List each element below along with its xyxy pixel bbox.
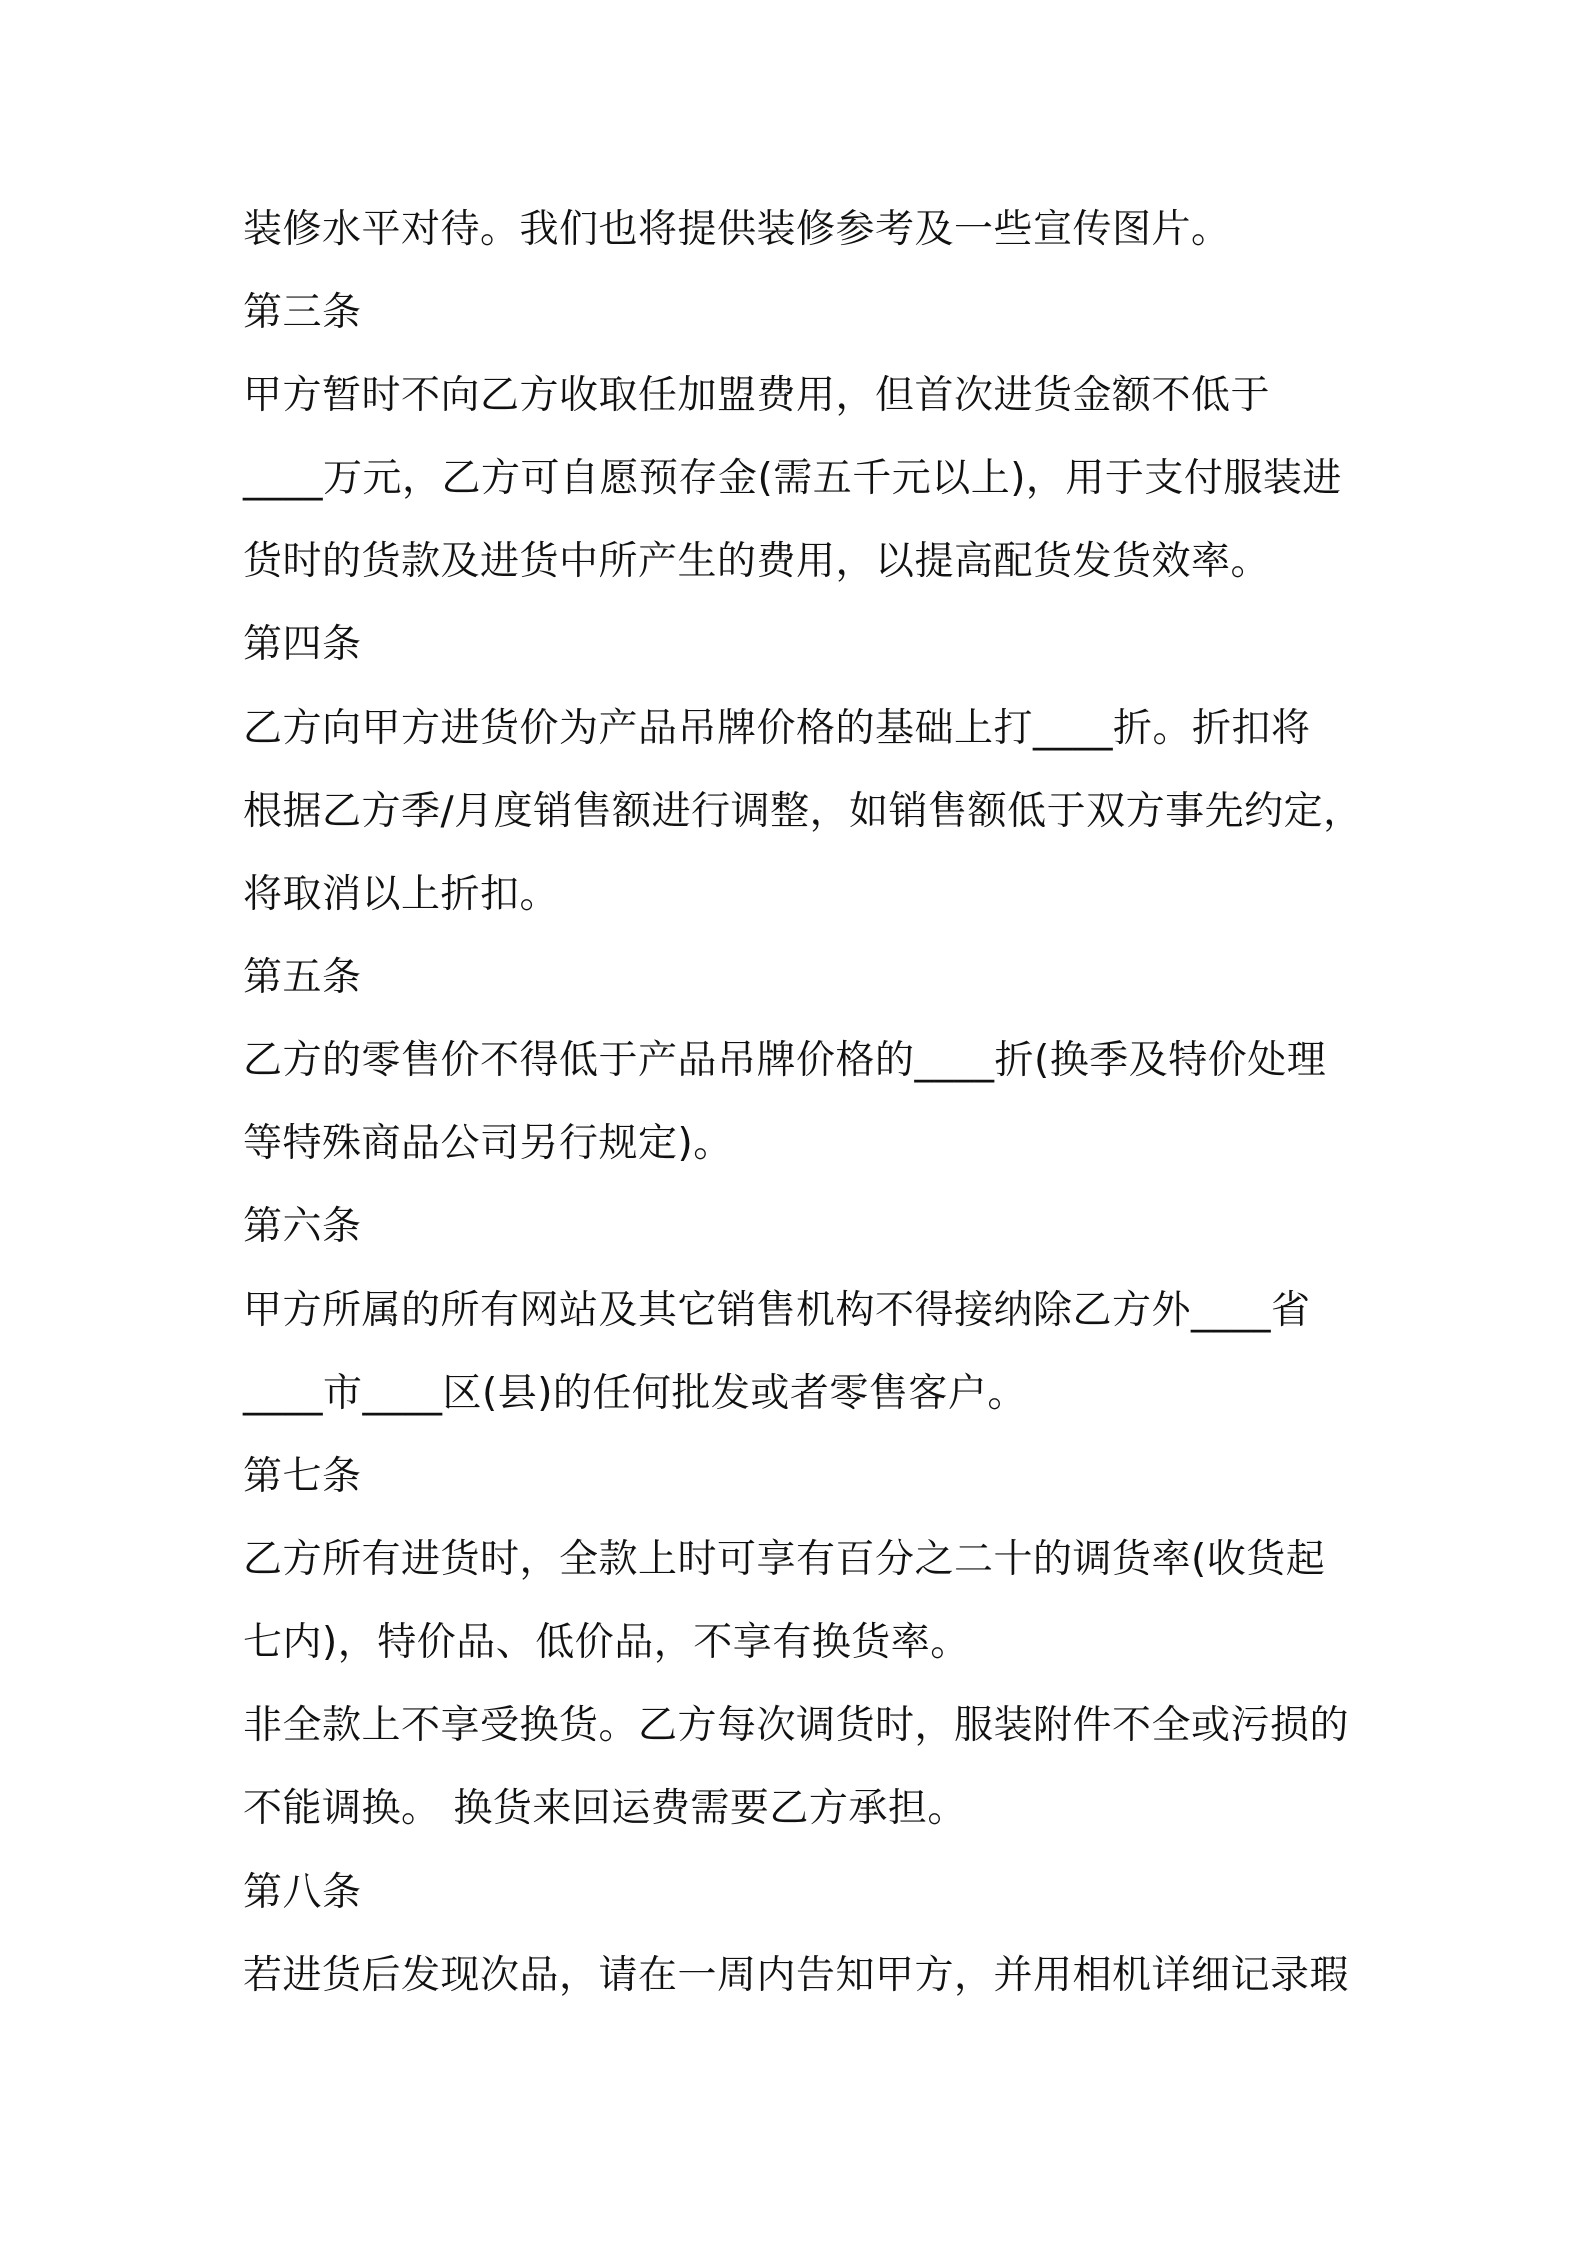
article-heading: 第三条 [243,290,362,335]
text-line: 七内)，特价品、低价品，不享有换货率。 [243,1620,970,1665]
text-line: ____万元，乙方可自愿预存金(需五千元以上)，用于支付服装进 [243,456,1342,501]
text-line: 根据乙方季/月度销售额进行调整，如销售额低于双方事先约定， [243,789,1363,834]
text-line: 不能调换。 换货来回运费需要乙方承担。 [243,1786,967,1831]
text-line: 货时的货款及进货中所产生的费用，以提高配货发货效率。 [243,539,1271,584]
article-heading: 第七条 [243,1454,362,1499]
text-line: 乙方的零售价不得低于产品吊牌价格的____折(换季及特价处理 [243,1038,1327,1083]
article-heading: 第四条 [243,622,362,667]
article-heading: 第五条 [243,955,362,1000]
text-line: 甲方暂时不向乙方收取任加盟费用，但首次进货金额不低于 [243,373,1271,418]
text-line: 装修水平对待。我们也将提供装修参考及一些宣传图片。 [243,207,1231,252]
article-heading: 第六条 [243,1204,362,1249]
text-line: 乙方所有进货时，全款上时可享有百分之二十的调货率(收货起 [243,1537,1326,1582]
text-line: 将取消以上折扣。 [243,872,560,917]
text-line: 等特殊商品公司另行规定)。 [243,1121,733,1166]
text-line: ____市____区(县)的任何批发或者零售客户。 [243,1371,1027,1416]
text-line: 乙方向甲方进货价为产品吊牌价格的基础上打____折。折扣将 [243,706,1311,751]
article-heading: 第八条 [243,1870,362,1915]
text-line: 非全款上不享受换货。乙方每次调货时，服装附件不全或污损的 [243,1703,1350,1748]
text-line: 甲方所属的所有网站及其它销售机构不得接纳除乙方外____省 [243,1288,1311,1333]
text-line: 若进货后发现次品，请在一周内告知甲方，并用相机详细记录瑕 [243,1953,1350,1998]
